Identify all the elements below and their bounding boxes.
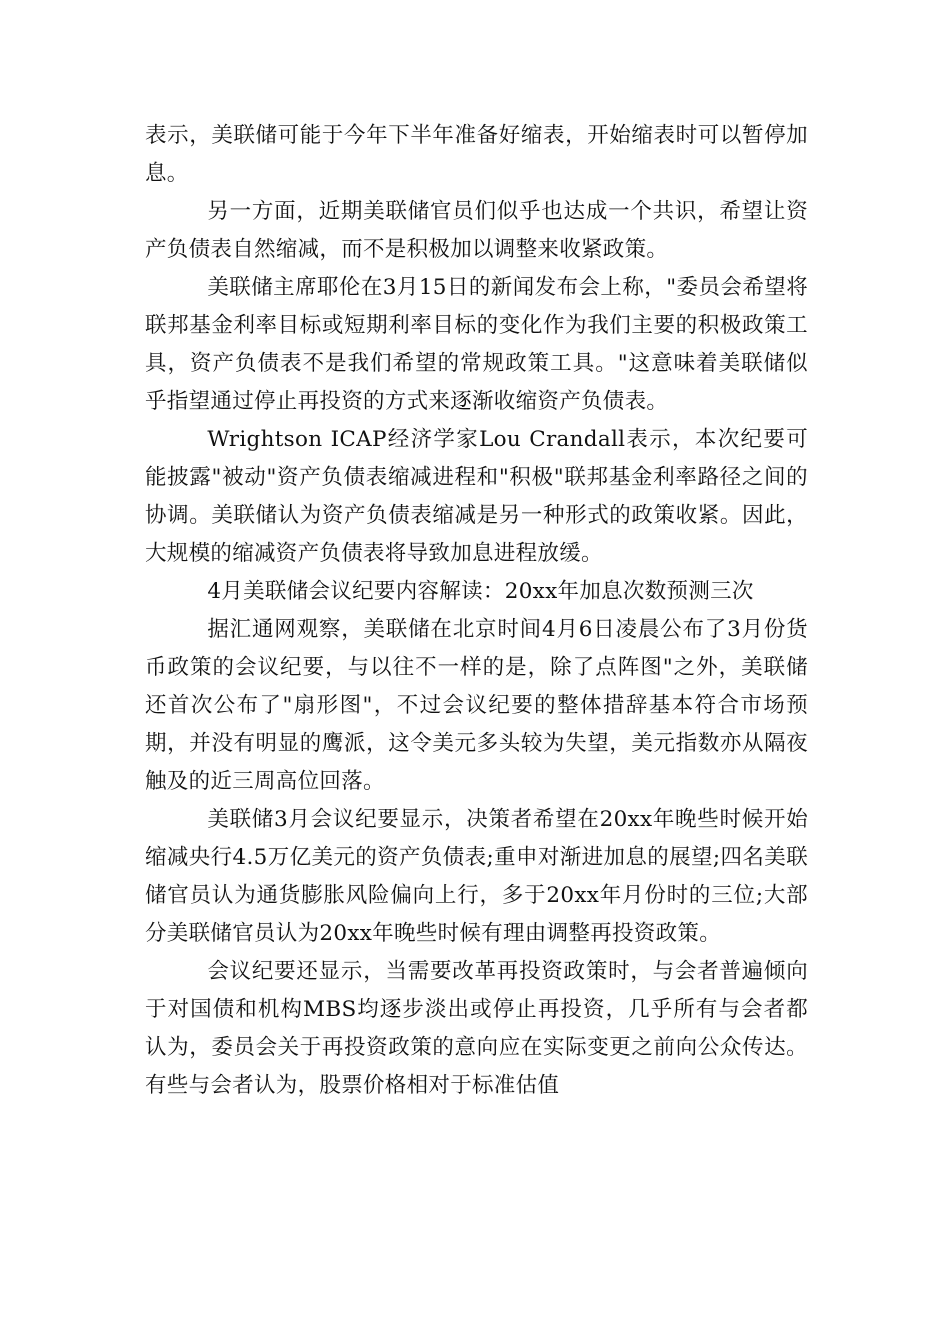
paragraph-5: 据汇通网观察，美联储在北京时间4月6日凌晨公布了3月份货币政策的会议纪要，与以往不一样的是，除了点阵图"之外，美联储还首次公布了"扇形图"，不过会议纪要的整体措辞基本符合市场预期，并没有明显的鹰派，这令美元多头较为失望，美元指数亦从隔夜触及的近三周高位回落。 — [145, 617, 808, 794]
paragraph-3: 美联储主席耶伦在3月15日的新闻发布会上称，"委员会希望将联邦基金利率目标或短期利率目标的变化作为我们主要的积极政策工具，资产负债表不是我们希望的常规政策工具。"这意味着美联储似乎指望通过停止再投资的方式来逐渐收缩资产负债表。 — [145, 275, 808, 414]
paragraph-6: 美联储3月会议纪要显示，决策者希望在20xx年晚些时候开始缩减央行4.5万亿美元的资产负债表;重申对渐进加息的展望;四名美联储官员认为通货膨胀风险偏向上行，多于20xx年月份时的三位;大部分美联储官员认为20xx年晚些时候有理由调整再投资政策。 — [145, 807, 808, 946]
section-heading: 4月美联储会议纪要内容解读：20xx年加息次数预测三次 — [207, 579, 754, 604]
paragraph-2: 另一方面，近期美联储官员们似乎也达成一个共识，希望让资产负债表自然缩减，而不是积极加以调整来收紧政策。 — [145, 199, 808, 262]
paragraph-7: 会议纪要还显示，当需要改革再投资政策时，与会者普遍倾向于对国债和机构MBS均逐步淡出或停止再投资，几乎所有与会者都认为，委员会关于再投资政策的意向应在实际变更之前向公众传达。有些与会者认为，股票价格相对于标准估值 — [145, 959, 808, 1098]
paragraph-1: 表示，美联储可能于今年下半年准备好缩表，开始缩表时可以暂停加息。 — [145, 123, 808, 186]
document-body — [145, 117, 808, 1105]
paragraph-4: Wrightson ICAP经济学家Lou Crandall表示，本次纪要可能披露"被动"资产负债表缩减进程和"积极"联邦基金利率路径之间的协调。美联储认为资产负债表缩减是另一种形式的政策收紧。因此，大规模的缩减资产负债表将导致加息进程放缓。 — [145, 427, 808, 566]
